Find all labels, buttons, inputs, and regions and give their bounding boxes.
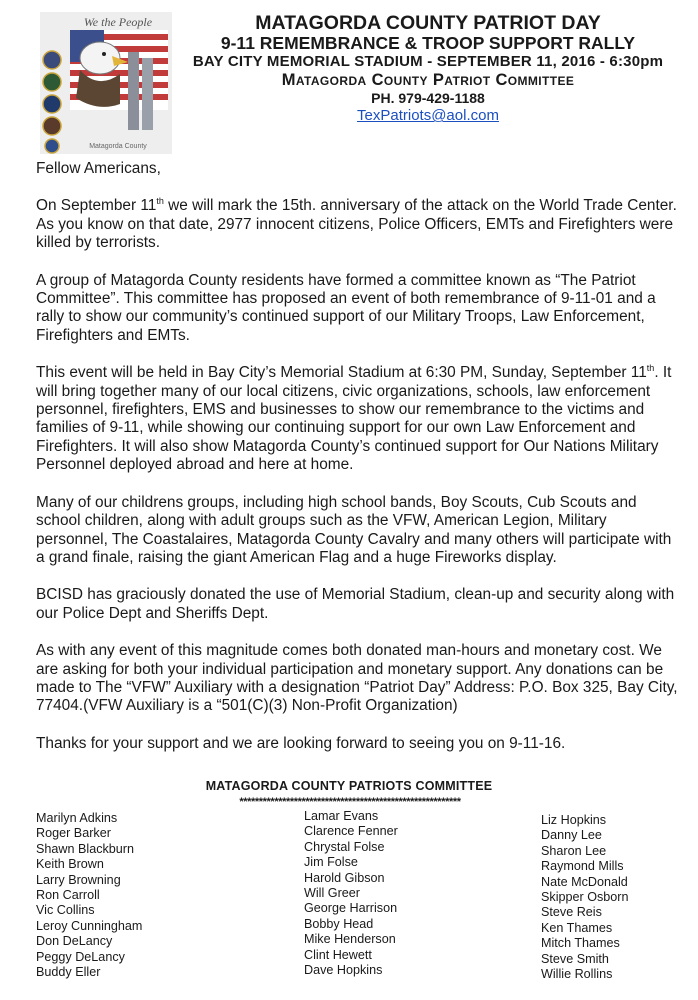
- committee-member: Willie Rollins: [541, 967, 613, 982]
- committee-member: Skipper Osborn: [541, 890, 629, 905]
- paragraph-committee: A group of Matagorda County residents have formed a committee known as “The Patriot Committee”. This committee has proposed an event of both remembrance of 9-11-01 and a rally to show our community’s continued support of our Military Troops, Law Enforcement, Firefighters and EMTs.: [36, 271, 656, 344]
- committee-member: Ron Carroll: [36, 888, 100, 903]
- committee-name: Matagorda County Patriot Committee: [281, 70, 575, 89]
- committee-member: Chrystal Folse: [304, 839, 385, 854]
- committee-member: Will Greer: [304, 886, 360, 901]
- letter-body: [36, 160, 681, 772]
- committee-member: Mike Henderson: [304, 932, 396, 947]
- committee-member: Larry Browning: [36, 872, 121, 887]
- member-column-3: [541, 813, 629, 982]
- email-link[interactable]: TexPatriots@aol.com: [357, 107, 499, 125]
- committee-member: Clint Hewett: [304, 947, 372, 962]
- committee-member: Clarence Fenner: [304, 824, 398, 839]
- banner-text: We the People: [83, 15, 153, 29]
- event-title: MATAGORDA COUNTY PATRIOT DAY: [255, 12, 601, 34]
- event-subtitle: 9-11 REMEMBRANCE & TROOP SUPPORT RALLY: [220, 33, 636, 54]
- committee-member: Ken Thames: [541, 920, 613, 935]
- committee-member: Bobby Head: [304, 916, 374, 931]
- committee-member: Raymond Mills: [541, 859, 624, 874]
- paragraph-bcisd: BCISD has graciously donated the use of Memorial Stadium, clean-up and security along with our Police Dept and Sheriffs Dept.: [36, 586, 675, 622]
- committee-member: Roger Barker: [36, 826, 111, 841]
- event-venue-date: BAY CITY MEMORIAL STADIUM - SEPTEMBER 11, 2016 - 6:30pm: [192, 52, 664, 70]
- committee-member: Jim Folse: [304, 855, 358, 870]
- star-divider: *********************************************************: [239, 796, 461, 808]
- committee-member: Peggy DeLancy: [36, 949, 125, 964]
- logo-caption: Matagorda County: [89, 143, 147, 150]
- member-column-2: [304, 809, 398, 978]
- paragraph-groups: Many of our childrens groups, including high school bands, Boy Scouts, Cub Scouts and school children, along with adult groups such as the VFW, American Legion, Military personnel, The Coastalaires, Matagorda County Cavalry and many others will participate with a grand finale, raising the giant American Flag and a huge Fireworks display.: [36, 493, 672, 566]
- committee-member: Steve Reis: [541, 905, 602, 920]
- committee-member: George Harrison: [304, 901, 398, 916]
- committee-member: Danny Lee: [541, 828, 602, 843]
- committee-member: Mitch Thames: [541, 936, 620, 951]
- committee-member: Vic Collins: [36, 903, 95, 918]
- committee-member: Dave Hopkins: [304, 963, 383, 978]
- committee-member: Liz Hopkins: [541, 813, 607, 827]
- committee-member: Steve Smith: [541, 951, 609, 966]
- salutation: Fellow Americans,: [36, 160, 161, 177]
- committee-member: Buddy Eller: [36, 965, 101, 980]
- committee-member: Nate McDonald: [541, 874, 628, 889]
- paragraph-event: This event will be held in Bay City’s Memorial Stadium at 6:30 PM, Sunday, September 11th. It will bring together many of our local citizens, civic organizations, schools, law enforcement personnel, firefighters, EMS and businesses to show our remembrance to the victims and families of 9-11, while showing our continuing support for our own Law Enforcement and Firefighters. It will also show Matagorda County’s continued support for Our Nations Military Personnel deployed abroad and here at home.: [36, 363, 672, 474]
- member-column-1: [36, 811, 142, 980]
- committee-member: Marilyn Adkins: [36, 811, 118, 825]
- patriot-logo: [40, 12, 172, 154]
- paragraph-donations: As with any event of this magnitude comes both donated man-hours and monetary cost. We are asking for both your individual participation and monetary support. Any donations can be made to The “VFW” Auxiliary with a designation “Patriot Day” Address: P.O. Box 325, Bay City, 77404.(VFW Auxiliary is a “501(C)(3) Non-Profit Organization): [36, 642, 678, 715]
- committee-heading: MATAGORDA COUNTY PATRIOTS COMMITTEE: [205, 779, 493, 793]
- committee-member: Keith Brown: [36, 857, 104, 872]
- committee-member: Leroy Cunningham: [36, 918, 143, 933]
- paragraph-anniversary: On September 11th we will mark the 15th. anniversary of the attack on the World Trade Center. As you know on that date, 2977 innocent citizens, Police Officers, EMTs and Firefighters were killed by terrorists.: [36, 196, 677, 252]
- committee-member: Don DeLancy: [36, 934, 113, 949]
- committee-member: Shawn Blackburn: [36, 841, 135, 856]
- committee-member: Harold Gibson: [304, 870, 385, 885]
- letterhead: [172, 12, 684, 125]
- committee-member: Sharon Lee: [541, 843, 607, 858]
- phone-number: PH. 979-429-1188: [371, 90, 485, 107]
- closing-line: Thanks for your support and we are looking forward to seeing you on 9-11-16.: [36, 734, 566, 752]
- committee-member: Lamar Evans: [304, 809, 379, 823]
